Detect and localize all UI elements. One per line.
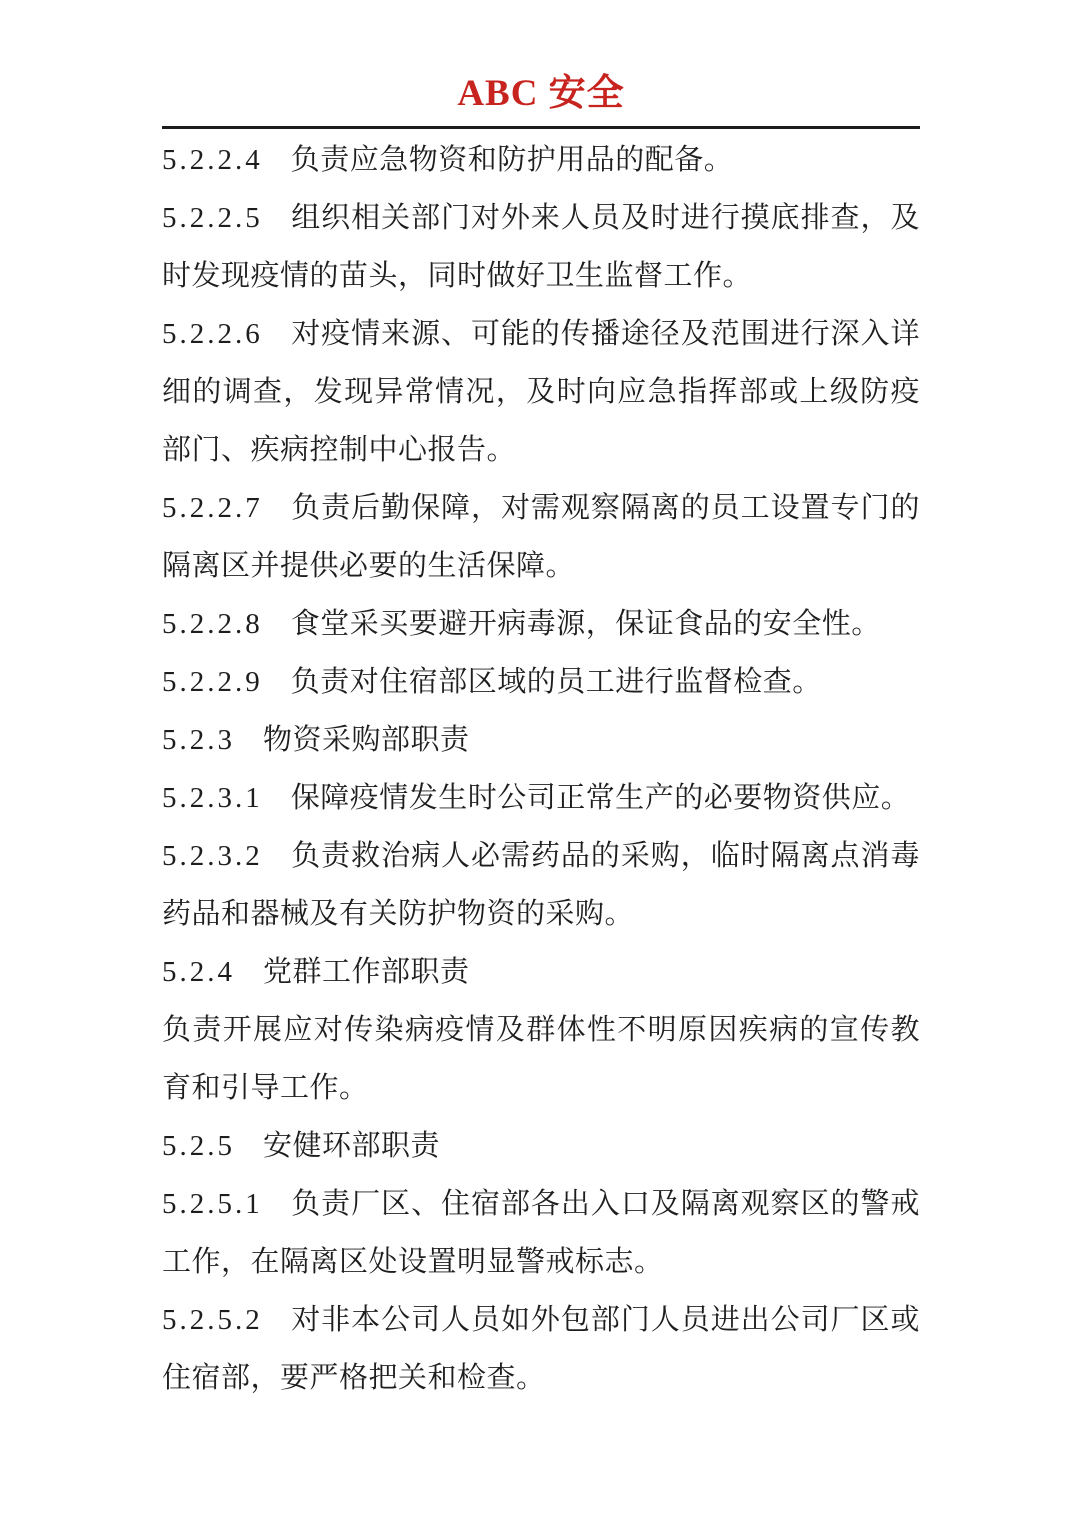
paragraph-5252 — [162, 1291, 920, 1407]
paragraph-5226 — [162, 305, 920, 479]
section-number: 5.2.2.6 — [162, 318, 263, 350]
section-number: 5.2.3.1 — [162, 782, 263, 814]
paragraph-5228 — [162, 595, 920, 653]
section-number: 5.2.2.9 — [162, 666, 263, 698]
paragraph-text: 安健环部职责 — [263, 1130, 441, 1162]
paragraph-5229 — [162, 653, 920, 711]
paragraph-text: 食堂采买要避开病毒源，保证食品的安全性。 — [290, 608, 881, 640]
paragraph-text: 负责救治病人必需药品的采购，临时隔离点消毒药品和器械及有关防护物资的采购。 — [162, 840, 920, 930]
paragraph-text: 负责对住宿部区域的员工进行监督检查。 — [290, 666, 822, 698]
paragraph-text: 对疫情来源、可能的传播途径及范围进行深入详细的调查，发现异常情况，及时向应急指挥部或上级防疫部门、疾病控制中心报告。 — [162, 318, 920, 466]
paragraph-text: 保障疫情发生时公司正常生产的必要物资供应。 — [290, 782, 911, 814]
paragraph-5231 — [162, 769, 920, 827]
section-number: 5.2.3.2 — [162, 840, 263, 872]
paragraph-text: 物资采购部职责 — [263, 724, 470, 756]
section-number: 5.2.2.7 — [162, 492, 263, 524]
section-number: 5.2.5.2 — [162, 1304, 263, 1336]
section-number: 5.2.3 — [162, 724, 235, 756]
paragraph-text: 对非本公司人员如外包部门人员进出公司厂区或住宿部，要严格把关和检查。 — [162, 1304, 920, 1394]
paragraph-5251 — [162, 1175, 920, 1291]
paragraph-524-body — [162, 1001, 920, 1117]
section-number: 5.2.2.5 — [162, 202, 263, 234]
paragraph-5227 — [162, 479, 920, 595]
paragraph-text: 组织相关部门对外来人员及时进行摸底排查，及时发现疫情的苗头，同时做好卫生监督工作。 — [162, 202, 920, 292]
document-body — [162, 131, 920, 1407]
heading-525 — [162, 1117, 920, 1175]
paragraph-5224 — [162, 131, 920, 189]
section-number: 5.2.4 — [162, 956, 235, 988]
section-number: 5.2.5.1 — [162, 1188, 263, 1220]
paragraph-text: 负责后勤保障，对需观察隔离的员工设置专门的隔离区并提供必要的生活保障。 — [162, 492, 920, 582]
page-title: ABC 安全 — [457, 73, 625, 114]
heading-524 — [162, 943, 920, 1001]
paragraph-5225 — [162, 189, 920, 305]
paragraph-text: 负责应急物资和防护用品的配备。 — [290, 144, 734, 176]
section-number: 5.2.2.4 — [162, 144, 263, 176]
paragraph-5232 — [162, 827, 920, 943]
paragraph-text: 负责厂区、住宿部各出入口及隔离观察区的警戒工作，在隔离区处设置明显警戒标志。 — [162, 1188, 920, 1278]
paragraph-text: 负责开展应对传染病疫情及群体性不明原因疾病的宣传教育和引导工作。 — [162, 1014, 920, 1104]
section-number: 5.2.5 — [162, 1130, 235, 1162]
paragraph-text: 党群工作部职责 — [263, 956, 470, 988]
title-divider — [162, 126, 920, 129]
heading-523 — [162, 711, 920, 769]
section-number: 5.2.2.8 — [162, 608, 263, 640]
